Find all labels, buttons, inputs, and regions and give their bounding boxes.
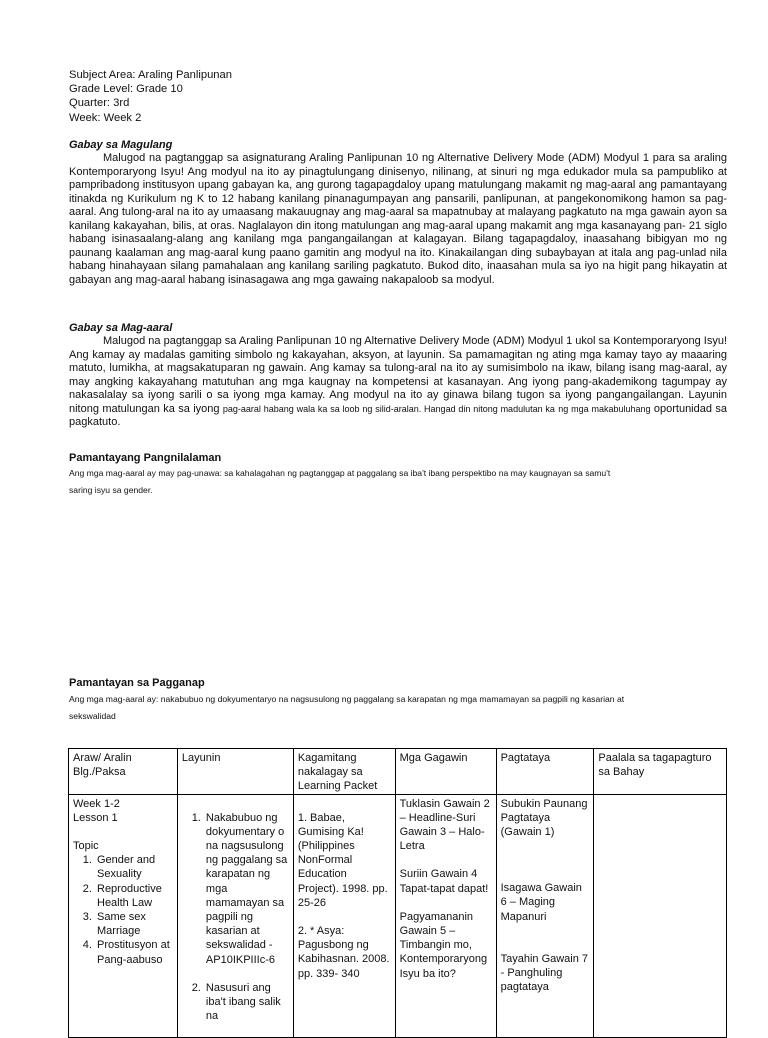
assessment-block: Subukin Paunang Pagtataya (Gawain 1) bbox=[500, 797, 588, 839]
reference-2: 2. * Asya: Pagusbong ng Kabihasnan. 2008. pp. 339- 340 bbox=[297, 925, 390, 980]
section-line: sekswalidad bbox=[69, 711, 116, 721]
objective-list bbox=[182, 811, 289, 1024]
document-meta bbox=[69, 68, 232, 125]
table-header-cell: Paalala sa tagapagturo sa Bahay bbox=[594, 749, 727, 795]
table-row bbox=[69, 794, 727, 1037]
assessment-block: Isagawa Gawain 6 – Maging Mapanuri bbox=[500, 882, 582, 923]
section-gabay-magulang bbox=[69, 138, 727, 287]
list-item: 2. Nasusuri ang iba't ibang salik na bbox=[204, 981, 289, 1024]
table-cell-gagawin bbox=[395, 794, 496, 1037]
section-pagganap bbox=[69, 676, 727, 724]
activity-block: Pagyamananin Gawain 5 – Timbangin mo, Kontemporaryong Isyu ba ito? bbox=[399, 910, 488, 980]
section-title: Gabay sa Magulang bbox=[69, 139, 173, 151]
table-cell-topics bbox=[69, 794, 178, 1037]
section-body-tail: oportunidad sa pagkatuto. bbox=[69, 402, 727, 429]
table-header-row bbox=[69, 749, 727, 795]
grade-level: Grade Level: Grade 10 bbox=[69, 83, 183, 96]
section-line: Ang mga mag-aaral ay: nakabubuo ng dokyumentaryo na nagsusulong ng paggalang sa karapatan ng mga mamamayan sa pagpili ng kasarian at bbox=[69, 694, 625, 704]
table-cell-kagamitan bbox=[293, 794, 395, 1037]
quarter: Quarter: 3rd bbox=[69, 97, 130, 110]
lesson-label: Lesson 1 bbox=[73, 811, 118, 824]
table-header-cell: Mga Gagawin bbox=[395, 749, 496, 795]
week-label: Week 1-2 bbox=[73, 797, 120, 810]
list-item: 1. Gender and Sexuality bbox=[95, 853, 173, 881]
section-title: Pamantayang Pangnilalaman bbox=[69, 452, 222, 464]
section-body: Malugod na pagtanggap sa asignaturang Araling Panlipunan 10 ng Alternative Delivery Mode (ADM) Modyul 1 para sa araling Kontemporaryong Isyu! Ang modyul na ito ay pinagtulungang dinisenyo, nilinang, at sinuri ng mga edukador mula sa pampubliko at pampribadong institusyon upang gabayan ka, ang gurong tagapagdaloy upang matulungang makamit ng mag-aaral ang pamantayang itinakda ng Kurikulum ng K to 12 habang kanilang pinanagumpayan ang pansarili, panlipunan, at pangekonomikong hamon sa pag-aaral. Ang tulong-aral na ito ay umaasang makauugnay ang mag-aaral sa mapatnubay at malayang pagkatuto na mga gawain ayon sa kanilang kakayahan, bilis, at oras. Naglalayon din itong matulungan ang mag-aaral upang makamit ang mga kasanayang pan- 21 siglo habang isinasaalang-alang ang kanilang mga pangangailangan at kalagayan. Bilang tagapagdaloy, inaasahang bibigyan mo ng paunang kaalaman ang mag-aaral kung paano gamitin ang modyul na ito. Kinakailangan ding subaybayan at itala ang pag-unlad nila habang hinahayaan silang pamahalaan ang kanilang sariling pagkatuto. Bukod dito, inaasahan mula sa iyo na higit pang hikayatin at gabayan ang mag-aaral habang isinasagawa ang mga gawaing nakapaloob sa modyul. bbox=[69, 152, 727, 286]
section-body: Malugod na pagtanggap sa Araling Panlipunan 10 ng Alternative Delivery Mode (ADM) Modyul 1 ukol sa Kontemporaryong Isyu! Ang kamay ay madalas gamiting simbolo ng kakayahan, aksyon, at layunin. Sa pamamagitan ng ating mga kamay tayo ay maaaring matuto, lumikha, at magsakatuparan ng gawain. Ang kamay sa tulong-aral na ito ay sumisimbolo na ikaw, bilang isang mag-aaral, ay may angking kakayahang matutuhan ang mga kaugnay na kompetensi at kasanayan. Ang iyong pang-akademikong tagumpay ay nakasalalay sa iyong sarili o sa iyong mga kamay. Ang modyul na ito ay ginawa bilang tugon sa iyong pangangailangan. Layunin nitong matulungan ka sa iyong bbox=[69, 335, 727, 415]
section-line: Ang mga mag-aaral ay may pag-unawa: sa kahalagahan ng pagtanggap at paggalang sa iba't ibang perspektibo na may kaugnayan sa samu't bbox=[69, 468, 611, 478]
activity-block: Suriin Gawain 4 Tapat-tapat dapat! bbox=[399, 868, 489, 895]
assessment-block: Tayahin Gawain 7 - Panghuling pagtataya bbox=[500, 952, 589, 994]
section-pangnilalaman bbox=[69, 451, 727, 498]
section-body-tail: ng mga makabuluhang bbox=[558, 403, 651, 414]
section-body-tail: pag-aaral habang wala ka sa loob ng silid-aralan. Hangad din nitong madulutan ka bbox=[222, 403, 555, 414]
section-line: saring isyu sa gender. bbox=[69, 485, 153, 495]
table-header-cell: Araw/ Aralin Blg./Paksa bbox=[69, 749, 178, 795]
reference-1: 1. Babae, Gumising Ka! (Philippines NonFormal Education Project). 1998. pp. 25-26 bbox=[297, 811, 388, 909]
table-cell-paalala bbox=[594, 794, 727, 1037]
table-header-cell: Kagamitang nakalagay sa Learning Packet bbox=[293, 749, 395, 795]
section-gabay-mag-aaral bbox=[69, 321, 727, 430]
list-item: 1. Nakabubuo ng dokyumentary o na nagsusulong ng paggalang sa karapatan ng mga mamamayan sa pagpili ng kasarian at sekswalidad - AP10IKPIIIc-6 bbox=[204, 811, 289, 967]
week: Week: Week 2 bbox=[69, 111, 142, 124]
list-item: 4. Prostitusyon at Pang-aabuso bbox=[95, 938, 173, 966]
lesson-plan-table bbox=[68, 748, 727, 1038]
table-header-cell: Pagtataya bbox=[496, 749, 594, 795]
subject-area: Subject Area: Araling Panlipunan bbox=[69, 69, 232, 81]
list-item: 2. Reproductive Health Law bbox=[95, 882, 173, 910]
table-cell-pagtataya bbox=[496, 794, 594, 1037]
topic-label: Topic bbox=[73, 840, 99, 853]
topic-list bbox=[73, 853, 173, 967]
table-header-cell: Layunin bbox=[177, 749, 293, 795]
activity-block: Tuklasin Gawain 2 – Headline-Suri Gawain 3 – Halo-Letra bbox=[399, 797, 490, 853]
section-title: Gabay sa Mag-aaral bbox=[69, 322, 173, 334]
table-cell-layunin bbox=[177, 794, 293, 1037]
section-title: Pamantayan sa Pagganap bbox=[69, 677, 205, 689]
list-item: 3. Same sex Marriage bbox=[95, 910, 173, 938]
